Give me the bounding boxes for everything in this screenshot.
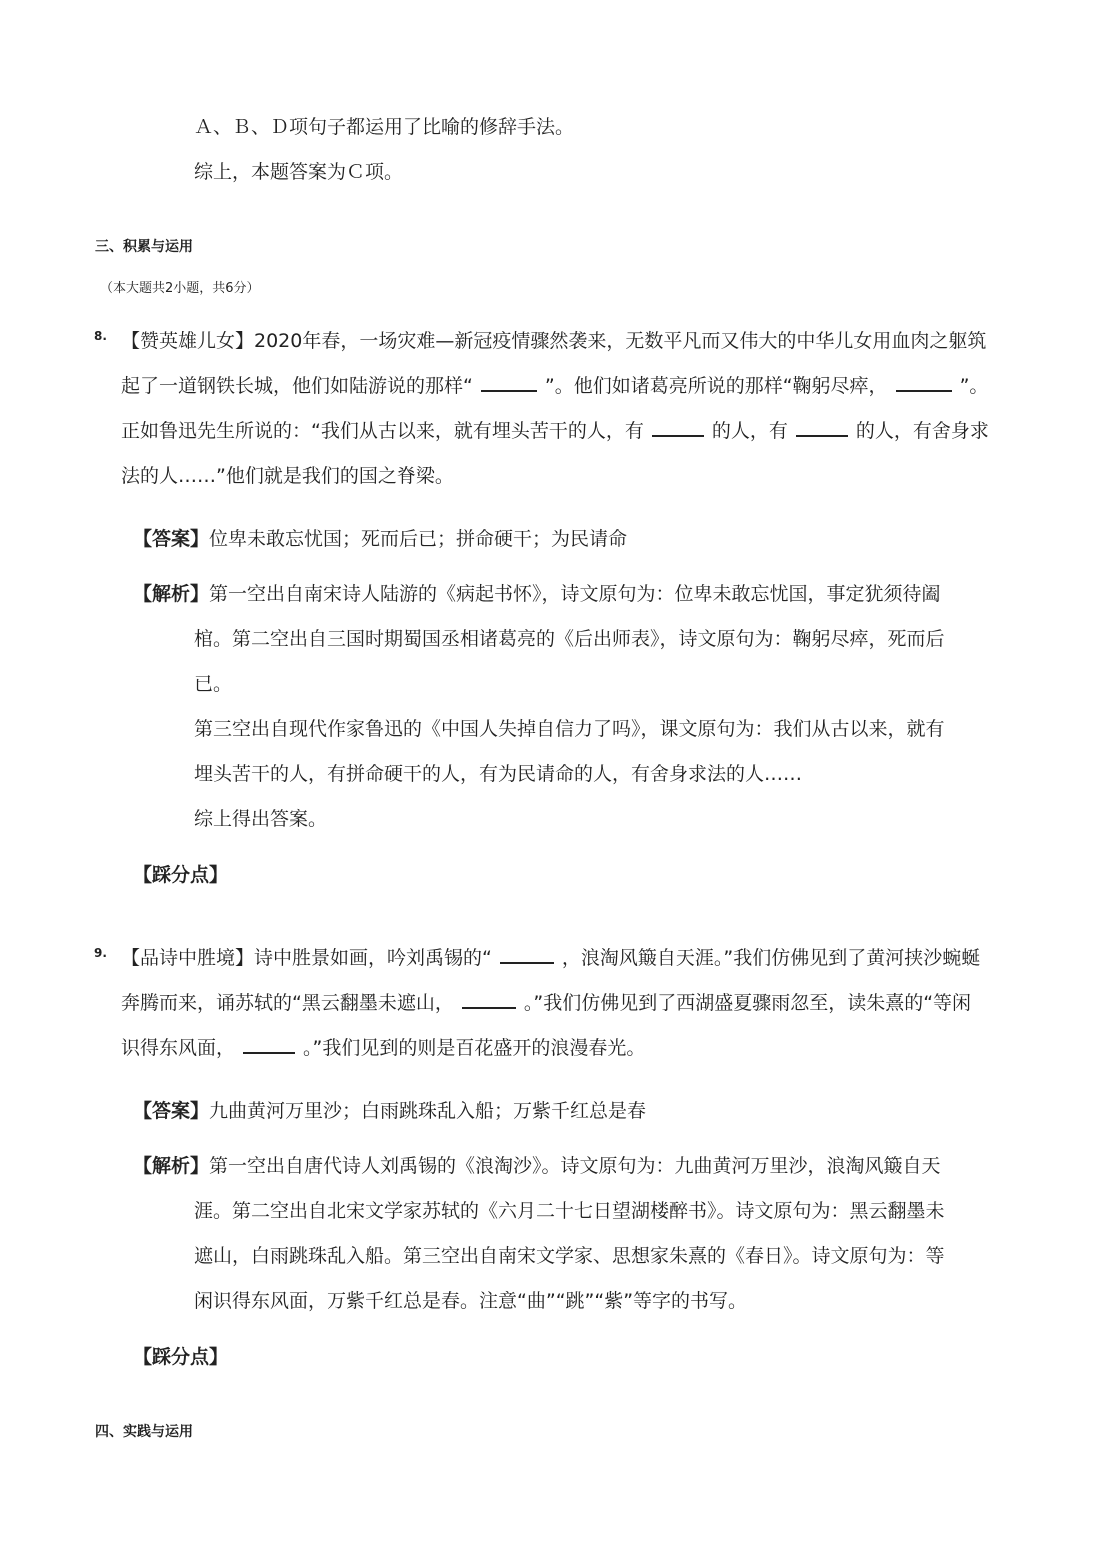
fill-blank	[796, 417, 848, 437]
analysis-line-5: 埋头苦干的人，有拼命硬干的人，有为民请命的人，有舍身求法的人……	[194, 763, 803, 785]
scoring-points-tag: 【踩分点】	[133, 864, 229, 886]
question-8-line-2: 起了一道钢铁长城，他们如陆游说的那样“ ”。他们如诸葛亮所说的那样“鞠躬尽瘁， ”。	[121, 363, 988, 409]
section-note: （本大题共2小题，共6分）	[100, 281, 260, 296]
question-8-line-3: 正如鲁迅先生所说的：“我们从古以来，就有埋头苦干的人，有 的人，有 的人，有舍身求	[121, 408, 989, 454]
analysis-line-4: 闲识得东风面，万紫千红总是春。注意“曲”“跳”“紫”等字的书写。	[194, 1290, 748, 1312]
fill-blank	[462, 989, 516, 1009]
analysis-line-2: 涯。第二空出自北宋文学家苏轼的《六月二十七日望湖楼醉书》。诗文原句为：黑云翻墨未	[194, 1200, 945, 1222]
scoring-points-tag: 【踩分点】	[133, 1346, 229, 1368]
fill-blank	[652, 417, 704, 437]
answer-row	[133, 516, 627, 562]
question-number: 9.	[94, 946, 107, 960]
question-9-line-1: 【品诗中胜境】诗中胜景如画，吟刘禹锡的“ ，浪淘风簸自天涯。”我们仿佛见到了黄河挟沙蜿蜒	[121, 935, 980, 981]
analysis-tag: 【解析】	[133, 583, 210, 605]
analysis-line-2: 棺。第二空出自三国时期蜀国丞相诸葛亮的《后出师表》，诗文原句为：鞠躬尽瘁，死而后	[194, 628, 945, 650]
fill-blank	[896, 372, 952, 392]
analysis-line-4: 第三空出自现代作家鲁迅的《中国人失掉自信力了吗》，课文原句为：我们从古以来，就有	[194, 718, 945, 740]
fill-blank	[481, 372, 537, 392]
analysis-line-3: 已。	[194, 673, 233, 695]
prev-analysis-line-2: 综上，本题答案为Ｃ项。	[194, 161, 404, 183]
answer-text: 九曲黄河万里沙；白雨跳珠乱入船；万紫千红总是春	[209, 1100, 647, 1122]
analysis-row	[133, 571, 941, 617]
answer-text: 位卑未敢忘忧国；死而后已；拼命硬干；为民请命	[209, 528, 628, 550]
question-9-line-2: 奔腾而来，诵苏轼的“黑云翻墨未遮山， 。”我们仿佛见到了西湖盛夏骤雨忽至，读朱熹的“等闲	[121, 980, 971, 1026]
answer-row	[133, 1088, 646, 1134]
analysis-line-1: 第一空出自唐代诗人刘禹锡的《浪淘沙》。诗文原句为：九曲黄河万里沙，浪淘风簸自天	[209, 1155, 941, 1177]
question-8-line-4: 法的人……”他们就是我们的国之脊梁。	[121, 465, 454, 487]
analysis-row	[133, 1143, 941, 1189]
fill-blank	[243, 1034, 295, 1054]
question-9-line-3: 识得东风面， 。”我们见到的则是百花盛开的浪漫春光。	[121, 1025, 645, 1071]
section-title: 三、积累与运用	[95, 239, 193, 255]
question-8-line-1: 【赞英雄儿女】2020年春，一场灾难—新冠疫情骤然袭来，无数平凡而又伟大的中华儿女用血肉之躯筑	[121, 330, 987, 352]
answer-tag: 【答案】	[133, 1100, 210, 1122]
section-title: 四、实践与运用	[95, 1424, 193, 1440]
question-number: 8.	[94, 329, 107, 343]
analysis-line-1: 第一空出自南宋诗人陆游的《病起书怀》，诗文原句为：位卑未敢忘忧国，事定犹须待阖	[209, 583, 941, 605]
prev-analysis-line-1: Ａ、Ｂ、Ｄ项句子都运用了比喻的修辞手法。	[194, 116, 575, 138]
answer-tag: 【答案】	[133, 528, 210, 550]
fill-blank	[500, 944, 554, 964]
analysis-tag: 【解析】	[133, 1155, 210, 1177]
analysis-line-6: 综上得出答案。	[194, 808, 328, 830]
analysis-line-3: 遮山，白雨跳珠乱入船。第三空出自南宋文学家、思想家朱熹的《春日》。诗文原句为：等	[194, 1245, 945, 1267]
